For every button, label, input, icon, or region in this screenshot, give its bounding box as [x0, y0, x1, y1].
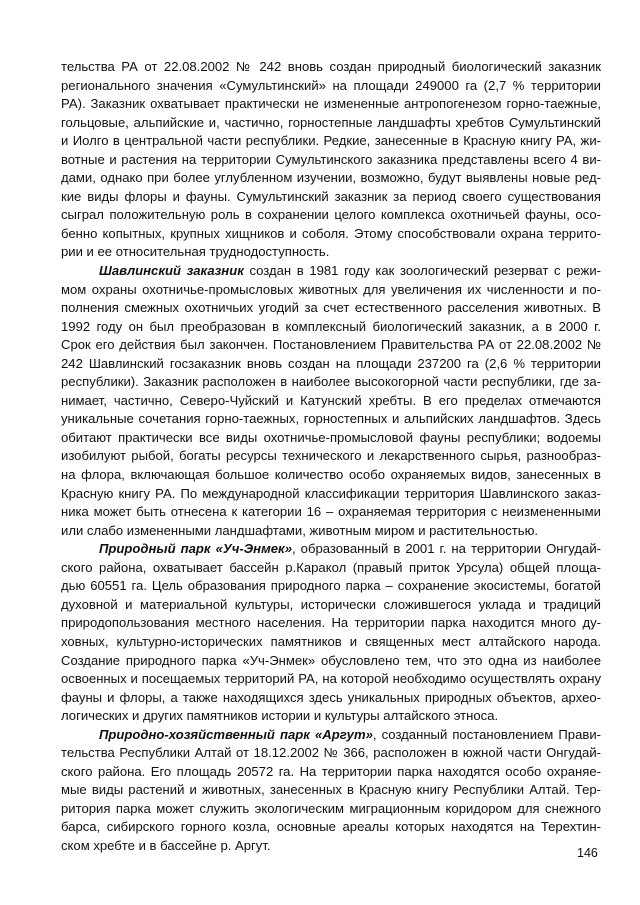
- text-line: ского района. Его площадь 20572 га. На территории парка находятся особо охраняе-: [61, 763, 601, 779]
- text-line: 242 Шавлинский госзаказник вновь создан на площади 237200 га (2,6 % территории: [61, 355, 601, 371]
- text-line: ховных, культурно-исторических памятников и священных мест алтайского народа.: [61, 633, 601, 649]
- document-body: [61, 58, 601, 856]
- text-line: 1992 году он был преобразован в комплексный биологический заказник, а в 2000 г.: [61, 318, 601, 334]
- text-line: Срок его действия был закончен. Постановлением Правительства РА от 22.08.2002 №: [61, 337, 601, 353]
- text-line: [61, 726, 601, 745]
- text-line: полнения смежных охотничьих угодий за счет естественного расселения животных. В: [61, 300, 601, 316]
- text-line: ритория парка может служить экологическим миграционным коридором для снежного: [61, 800, 601, 816]
- paragraph-argut: [61, 726, 601, 856]
- text-line: республики). Заказник расположен в наиболее высокогорной части республики, где за-: [61, 374, 601, 390]
- text-line: природопользования местного населения. На территории парка находится много ду-: [61, 615, 601, 631]
- text-run: создан в 1981 году как зоологический резерват с режи-: [243, 263, 601, 279]
- text-run: , образованный в 2001 г. на территории Онгудай-: [291, 541, 601, 557]
- text-line: и Иолго в центральной части республики. Редкие, занесенные в Красную книгу РА, жи-: [61, 133, 601, 149]
- text-line: освоенных и посещаемых территорий РА, на которой необходимо осуществлять охрану: [61, 671, 601, 687]
- text-line: изобилуют рыбой, богаты ресурсы технического и лекарственного сырья, разнообраз-: [61, 448, 601, 464]
- paragraph-shavlinsky: [61, 262, 601, 540]
- text-line: фауны и флоры, а также находящихся здесь уникальных природных объектов, археo-: [61, 689, 601, 705]
- text-line: бенно копытных, крупных хищников и соболя. Этому способствовали охрана террито-: [61, 225, 601, 241]
- text-line: сыграл положительную роль в сохранении целого комплекса охотничьей фауны, осо-: [61, 207, 601, 223]
- section-term: Природно-хозяйственный парк «Аргут»: [99, 726, 373, 742]
- text-line: барса, сибирского горного козла, основные ареалы которых находятся на Терехтин-: [61, 819, 601, 835]
- text-line: кие виды флоры и фауны. Сумультинский заказник за период своего существования: [61, 188, 601, 204]
- text-line: регионального значения «Сумультинский» на площади 249000 га (2,7 % территории: [61, 77, 601, 93]
- text-line: логических и других памятников истории и культуры алтайского этноса.: [61, 708, 499, 724]
- text-line: рии и ее относительная труднодоступность.: [61, 244, 330, 260]
- text-line: тельства РА от 22.08.2002 № 242 вновь создан природный биологический заказник: [61, 59, 601, 74]
- text-line: мые виды растений и животных, занесенных в Красную книгу Республики Алтай. Тер-: [61, 782, 601, 798]
- text-line: на флора, включающая большое количество особо охраняемых видов, занесенных в: [61, 467, 601, 483]
- text-line: Создание природного парка «Уч-Энмек» обусловлено тем, что это одна из наиболее: [61, 652, 601, 668]
- text-line: обитают практически все виды охотничье-промысловой фауны республики; водоемы: [61, 429, 601, 445]
- text-line: или слабо измененными ландшафтами, животным миром и растительностью.: [61, 522, 539, 538]
- text-line: вотные и растения на территории Сумультинского заказника представлены всего 4 ви-: [61, 151, 601, 167]
- text-line: дью 60551 га. Цель образования природного парка – сохранение экосистемы, богатой: [61, 578, 601, 594]
- page-number: 146: [577, 846, 598, 860]
- text-line: гольцовые, альпийские и, частично, горностепные ландшафты хребтов Сумультинский: [61, 114, 601, 130]
- text-line: РА). Заказник охватывает практически не измененные антропогенезом горно-таежные,: [61, 96, 601, 112]
- paragraph-uch-enmek: [61, 540, 601, 725]
- text-line: духовной и материальной культуры, исторически сложившегося уклада и традиций: [61, 596, 601, 612]
- text-line: уникальные сочетания горно-таежных, горностепных и альпийских ландшафтов. Здесь: [61, 411, 601, 427]
- text-run: , созданный постановлением Прави-: [372, 726, 601, 742]
- text-line: [61, 540, 601, 559]
- text-line: дами, однако при более углубленном изучении, возможно, будут выявлены новые ред-: [61, 170, 601, 186]
- text-line: тельства Республики Алтай от 18.12.2002 № 366, расположен в южной части Онгудай-: [61, 745, 601, 761]
- text-line: Красную книгу РА. По международной классификации территория Шавлинского заказ-: [61, 485, 601, 501]
- text-line: мом охраны охотничье-промысловых животных для увеличения их численности и по-: [61, 281, 601, 297]
- text-line: ском хребте и в бассейне р. Аргут.: [61, 837, 271, 853]
- section-term: Шавлинский заказник: [99, 263, 244, 279]
- section-term: Природный парк «Уч-Энмек»: [99, 541, 292, 557]
- paragraph-sumultinsky: [61, 58, 601, 262]
- text-line: [61, 262, 601, 281]
- text-line: нимает, частично, Северо-Чуйский и Катунский хребты. В его пределах отмечаются: [61, 392, 601, 408]
- text-line: ского района, охватывает бассейн р.Каракол (правый приток Урсула) общей площа-: [61, 559, 601, 575]
- text-line: ника может быть отнесена к категории 16 – охраняемая территория с неизмененными: [61, 504, 601, 520]
